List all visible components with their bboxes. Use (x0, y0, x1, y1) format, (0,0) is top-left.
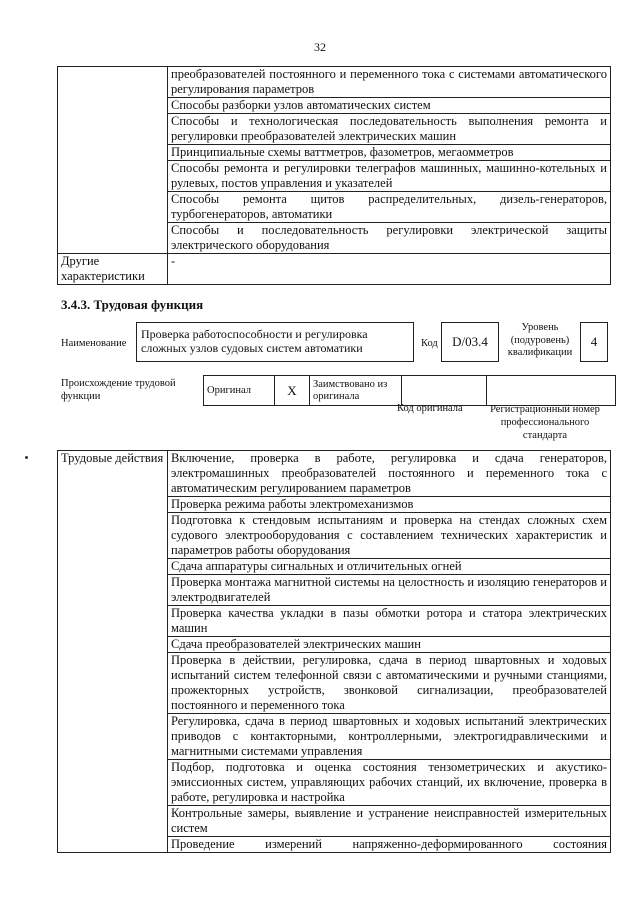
table-cell: Способы и технологическая последовательность выполнения ремонта и регулировки преобразователей электрических машин (168, 114, 611, 145)
table-cell: Проверка в действии, регулировка, сдача в период швартовных и ходовых испытаний систем телефонной связи с автоматическими и ручными станциями, прожекторных устройств, звонковой сигнализации, преобразователей постоянного и переменного тока (168, 653, 611, 714)
name-label: Наименование (61, 338, 127, 349)
code-original-caption: Код оригинала (397, 403, 463, 414)
knowledge-table (57, 66, 611, 285)
table-row (58, 451, 611, 497)
function-name-box: Проверка работоспособности и регулировка сложных узлов судовых систем автоматики (136, 322, 414, 362)
labor-actions-label: Трудовые действия (58, 451, 168, 853)
table-cell: Регулировка, сдача в период швартовных и ходовых испытаний электрических приводов с контакторными, контроллерными, электрогидравлическими и магнитными системами управления (168, 714, 611, 760)
table-cell: Подбор, подготовка и оценка состояния тензометрических и акустико-эмиссионных систем, управляющих рабочих станций, их включение, проверка в работе, регулировка и настройка (168, 760, 611, 806)
table-row (58, 67, 611, 98)
empty-label-cell (58, 67, 168, 254)
table-cell: Способы ремонта щитов распределительных, дизель-генераторов, турбогенераторов, автоматики (168, 192, 611, 223)
table-cell: Проверка монтажа магнитной системы на целостность и изоляцию генераторов и электродвигателей (168, 575, 611, 606)
reg-number-caption: Регистрационный номер профессионального стандарта (490, 404, 600, 441)
table-cell: Способы ремонта и регулировки телеграфов машинных, машинно-котельных и рулевых, постов управления и указателей (168, 161, 611, 192)
original-cell: Оригинал (204, 376, 275, 406)
table-cell: Включение, проверка в работе, регулировка и сдача генераторов, электромашинных преобразователей постоянного и переменного тока с автоматическим регулированием параметров (168, 451, 611, 497)
labor-actions-table (57, 450, 611, 853)
table-cell: Проверка режима работы электромеханизмов (168, 497, 611, 513)
table-cell: Контрольные замеры, выявление и устранение неисправностей измерительных систем (168, 806, 611, 837)
scan-dot (25, 456, 28, 459)
borrowed-cell: Заимствовано из оригинала (310, 376, 402, 406)
origin-label: Происхождение трудовой функции (61, 378, 176, 402)
other-characteristics-value: - (168, 254, 611, 285)
code-label: Код (421, 338, 438, 349)
table-row (58, 254, 611, 285)
table-cell: преобразователей постоянного и переменного тока с системами автоматического регулирования параметров (168, 67, 611, 98)
table-row (204, 376, 616, 406)
table-cell: Сдача аппаратуры сигнальных и отличительных огней (168, 559, 611, 575)
table-cell: Принципиальные схемы ваттметров, фазометров, мегаомметров (168, 145, 611, 161)
reg-number-cell (487, 376, 616, 406)
page-number: 32 (314, 40, 326, 54)
origin-table (203, 375, 616, 406)
level-value-box: 4 (580, 322, 608, 362)
level-label: Уровень (подуровень) квалификации (507, 322, 573, 358)
table-cell: Сдача преобразователей электрических машин (168, 637, 611, 653)
code-original-cell (402, 376, 487, 406)
table-cell: Способы разборки узлов автоматических систем (168, 98, 611, 114)
table-cell: Проверка качества укладки в пазы обмотки ротора и статора электрических машин (168, 606, 611, 637)
function-code-box: D/03.4 (441, 322, 499, 362)
section-title: 3.4.3. Трудовая функция (61, 297, 204, 312)
table-cell: Проведение измерений напряженно-деформированного состояния (168, 837, 611, 853)
table-cell: Подготовка к стендовым испытаниям и проверка на стендах сложных схем судового электрооборудования с составлением технических характеристик и параметров работы оборудования (168, 513, 611, 559)
table-cell: Способы и последовательность регулировки электрической защиты электрического оборудования (168, 223, 611, 254)
original-mark-cell: X (275, 376, 310, 406)
other-characteristics-label: Другие характеристики (58, 254, 168, 285)
